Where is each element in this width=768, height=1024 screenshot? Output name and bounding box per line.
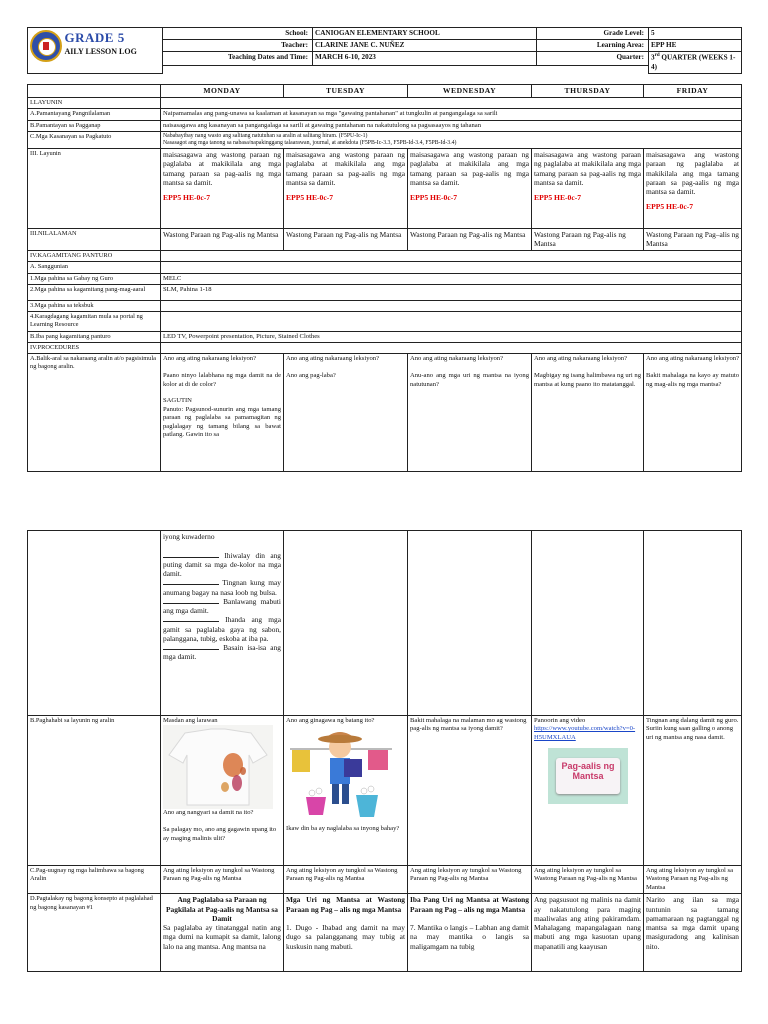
pagtalakay-thursday: Ang pagsusuot ng malinis na damit ay nakatutulong para maging maaliwalas ang ating pakiramdam. Mahalagang mapangalagaan nang mabuti ang mga kasuotan upang mapanatili ang kaayusan — [532, 894, 644, 972]
uugnay-monday: Ang ating leksiyon ay tungkol sa Wastong Paraan ng Pag-alis ng Mantsa — [161, 866, 284, 894]
balik-aral-friday: Ano ang ating nakaraang leksiyon? Bakit mahalaga na kayo ay matuto ng mag-alis ng mga mantsa? — [644, 354, 742, 472]
teacher-label: Teacher: — [163, 40, 313, 52]
video-banner — [548, 748, 628, 804]
nilalaman-wednesday: Wastong Paraan ng Pag-alis ng Mantsa — [408, 229, 532, 251]
row-label-paghahabi: B.Paghahabi sa layunin ng aralin — [28, 716, 161, 866]
row-label-gabay: 1.Mga pahina sa Gabay ng Guro — [28, 273, 161, 284]
gabay-value: MELC — [161, 273, 742, 284]
quarter-label: Quarter: — [537, 52, 649, 65]
row-label-pag-uugnay: C.Pag-uugnay ng mga halimbawa sa bagong Aralin — [28, 866, 161, 894]
pagkatuto: Nababayibay nang wasto ang salitang natutuhan sa aralin at salitang hiram. (F5PU-Ic-1) Nasasagot ang mga tanong sa nabasa/napakinggang talaarawan, journal, at anekdota (F5PB-Ic-3.3, F5PB-Id-3.4, F5PB-Id-3.4) — [161, 132, 742, 149]
pagtalakay-friday: Narito ang ilan sa mga tuntunin sa tamang pamamaraan ng pagtanggal ng mantsa sa mga damit upang masiguradong ang kalinisan nito. — [644, 894, 742, 972]
nilalaman-monday: Wastong Paraan ng Pag-alis ng Mantsa — [161, 229, 284, 251]
day-friday: FRIDAY — [644, 85, 742, 98]
video-banner-title: Pag-aalis ng Mantsa — [561, 761, 615, 782]
row-label-sanggunian: A. Sanggunian — [28, 262, 161, 273]
pamantayan-pagganap: naisasagawa ang kasanayan sa pangangalaga sa sarili at gawaing pantahanan na nakatutulong sa pagsasaayos ng tahanan — [161, 120, 742, 131]
dll-label: AILY LESSON LOG — [64, 46, 137, 56]
layunin-thursday: maisasagawa ang wastong paraan ng paglalaba at makikilala ang mga tamang paraan sa pag-aalis ng mga mantsa sa damit. EPP5 HE-0c-7 — [532, 149, 644, 229]
school-value: CANIOGAN ELEMENTARY SCHOOL — [313, 28, 537, 40]
pamantayan-pangnilalaman: Naipamamalas ang pang-unawa sa kaalaman at kasanayan sa mga "gawaing pantahanan" at tungkulin at pangangalaga sa sarili — [161, 109, 742, 120]
quarter-value: 3rd QUARTER (WEEKS 1-4) — [649, 52, 742, 74]
page-1 — [27, 27, 741, 472]
youtube-link[interactable]: https://www.youtube.com/watch?v=0-H5UMXLAUA — [534, 725, 636, 741]
uugnay-tuesday: Ang ating leksiyon ay tungkol sa Wastong Paraan ng Pag-alis ng Mantsa — [284, 866, 408, 894]
teacher-value: CLARINE JANE C. NUÑEZ — [313, 40, 537, 52]
lesson-table-page-1 — [27, 84, 742, 472]
grade-title: GRADE 5 — [64, 30, 125, 45]
layunin-monday: maisasagawa ang wastong paraan ng paglalaba at makikilala ang mga tamang paraan sa pag-aalis ng mga mantsa sa damit. EPP5 HE-0c-7 — [161, 149, 284, 229]
day-wednesday: WEDNESDAY — [408, 85, 532, 98]
row-label-layunin: I.LAYUNIN — [28, 98, 161, 109]
nilalaman-thursday: Wastong Paraan ng Pag-alis ng Mantsa — [532, 229, 644, 251]
row-label-pamantayan-pagganap: B.Pamantayan sa Pagganap — [28, 120, 161, 131]
uugnay-thursday: Ang ating leksiyon ay tungkol sa Wastong Paraan ng Pag-alis ng Mantsa — [532, 866, 644, 894]
balik-aral-monday: Ano ang ating nakaraang leksiyon? Paano ninyo lalabhana ng mga damit na de kolor at di de color? SAGUTIN Panuto: Pagsunod-sunurin ang mga tamang paraan ng paglalaba sa pamamagitan ng paglalagay ng tamang bilang sa bawat patlang. Gawin ito sa — [161, 354, 284, 472]
row-label-pagkatuto: C.Mga Kasanayan sa Pagkatuto — [28, 132, 161, 149]
paghahabi-tuesday: Ano ang ginagawa ng batang ito? Ikaw din ba ay naglalaba sa inyong bahay? — [284, 716, 408, 866]
stained-shirt-image — [163, 725, 273, 809]
paghahabi-thursday: Panoorin ang video https://www.youtube.com/watch?v=0-H5UMXLAUA Pag-aalis ng Mantsa — [532, 716, 644, 866]
day-monday: MONDAY — [161, 85, 284, 98]
paghahabi-monday: Masdan ang larawan Ano ang nangyari sa damit na ito? Sa palagay mo, ano ang gagawin upang ito ay maging malinis ulit? — [161, 716, 284, 866]
balik-aral-monday-continued: iyong kuwaderno Ihiwalay din ang puting damit sa mga de-kolor na mga damit. Tingnan kung may anumang bagay na nasa loob ng bulsa. Banlawang mabuti ang mga damit. Ihanda ang mga gamit sa paglalaba gaya ng sabon, palanggana, tubig, eskoba at iba pa. Basain isa-isa ang mga damit. — [161, 531, 284, 716]
pagtalakay-tuesday: Mga Uri ng Mantsa at Wastong Paraan ng Pag – alis ng mga Mantsa 1. Dugo - Ibabad ang damit na may dugo sa palangganang may tubig at kuskusin nang mabuti. — [284, 894, 408, 972]
row-label-nilalaman: III.NILALAMAN — [28, 229, 161, 251]
kagamitang-mag-aaral-value: SLM, Pahina 1-18 — [161, 285, 742, 301]
grade-level-value: 5 — [649, 28, 742, 40]
uugnay-friday: Ang ating leksiyon ay tungkol sa Wastong Paraan ng Pag-alis ng Mantsa — [644, 866, 742, 894]
title-cell — [63, 28, 163, 74]
day-thursday: THURSDAY — [532, 85, 644, 98]
lesson-table-page-2 — [27, 530, 742, 972]
nilalaman-friday: Wastong Paraan ng Pag–alis ng Mantsa — [644, 229, 742, 251]
row-label-pamantayan-pangnilalaman: A.Pamantayang Pangnilalaman — [28, 109, 161, 120]
grade-level-label: Grade Level: — [537, 28, 649, 40]
row-label-teksbuk: 3.Mga pahina sa teksbuk — [28, 301, 161, 312]
paghahabi-wednesday: Bakit mahalaga na malaman mo ag wastong pag-alis ng mantsa sa iyong damit? — [408, 716, 532, 866]
iba-pang-value: LED TV, Powerpoint presentation, Picture, Stained Clothes — [161, 331, 742, 342]
row-label-kagamitan: IV.KAGAMITANG PANTURO — [28, 251, 161, 262]
row-label-pagtalakay: D.Pagtalakay ng bagong konsepto at paglalahad ng bagong kasanayan #1 — [28, 894, 161, 972]
balik-aral-thursday: Ano ang ating nakaraang leksiyon? Magbigay ng isang halimbawa ng uri ng mantsa at kung paano ito matatanggal. — [532, 354, 644, 472]
uugnay-wednesday: Ang ating leksiyon ay tungkol sa Wastong Paraan ng Pag-alis ng Mantsa — [408, 866, 532, 894]
pagtalakay-monday: Ang Paglalaba sa Paraan ng Pagkilala at Pag-aalis ng Mantsa sa Damit Sa paglalaba ay tinatanggal natin ang mga dumi na kumapit sa damit, lalong lalo na ang mantsa. Ang mantsa na — [161, 894, 284, 972]
logo-cell — [28, 28, 63, 74]
paghahabi-friday: Tingnan ang dalang damit ng guro. Suriin kung saan galling o anong uri ng mantsa ang nasa damit. — [644, 716, 742, 866]
row-label-balik-aral: A.Balik-aral sa nakaraang aralin at/o pagsisimula ng bagong aralin. — [28, 354, 161, 472]
child-laundry-image — [286, 725, 396, 825]
row-label-iba-pang: B.Iba pang kagamitang panturo — [28, 331, 161, 342]
learning-area-label: Learning Area: — [537, 40, 649, 52]
balik-aral-tuesday: Ano ang ating nakaraang leksiyon? Ano ang pag-laba? — [284, 354, 408, 472]
learning-area-value: EPP HE — [649, 40, 742, 52]
row-label-kagamitang-mag-aaral: 2.Mga pahina sa kagamitang pang-mag-aaral — [28, 285, 161, 301]
nilalaman-tuesday: Wastong Paraan ng Pag-alis ng Mantsa — [284, 229, 408, 251]
school-label: School: — [163, 28, 313, 40]
header-table — [27, 27, 742, 74]
dates-label: Teaching Dates and Time: — [163, 52, 313, 65]
row-label-portal: 4.Karagdagang kagamitan mula sa portal ng Learning Resource — [28, 312, 161, 331]
balik-aral-wednesday: Ano ang ating nakaraang leksiyon? Anu-ano ang mga uri ng mantsa na iyong natutunan? — [408, 354, 532, 472]
layunin-tuesday: maisasagawa ang wastong paraan ng paglalaba at makikilala ang mga tamang paraan sa pag-aalis ng mga mantsa sa damit. EPP5 HE-0c-7 — [284, 149, 408, 229]
row-label-procedures: IV.PROCEDURES — [28, 343, 161, 354]
dates-value: MARCH 6-10, 2023 — [313, 52, 537, 65]
deped-seal-icon — [30, 30, 62, 62]
row-label-layunin-iii: III. Layunin — [28, 149, 161, 229]
day-tuesday: TUESDAY — [284, 85, 408, 98]
layunin-wednesday: maisasagawa ang wastong paraan ng paglalaba at makikilala ang mga tamang paraan sa pag-aalis ng mga mantsa sa damit. EPP5 HE-0c-7 — [408, 149, 532, 229]
layunin-friday: maisasagawa ang wastong paraan ng paglalaba at makikilala ang mga tamang paraan sa pag-aalis ng mga mantsa sa damit. EPP5 HE-0c-7 — [644, 149, 742, 229]
pagtalakay-wednesday: Iba Pang Uri ng Mantsa at Wastong Paraan ng Pag – alis ng mga Mantsa 7. Mantika o langis – Labhan ang damit na may mantika o langis sa maligamgam na tubig — [408, 894, 532, 972]
page-2 — [27, 530, 741, 972]
